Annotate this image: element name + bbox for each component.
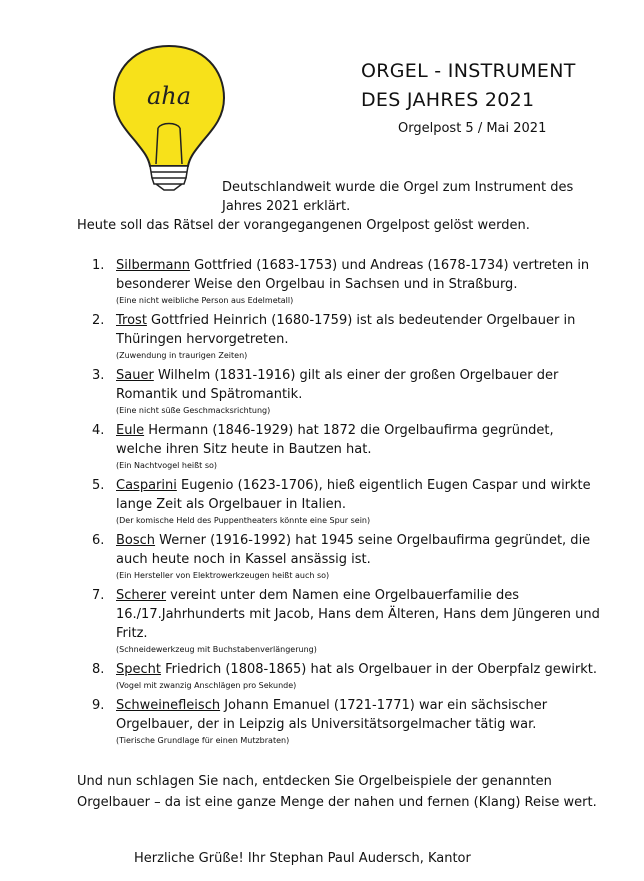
lightbulb-aha-icon (104, 38, 234, 198)
builder-description: Eugenio (1623-1706), hieß eigentlich Eugen Caspar und wirkte lange Zeit als Orgelbauer in Italien. (116, 478, 591, 512)
riddle-hint: (Ein Hersteller von Elektrowerkzeugen heißt auch so) (116, 571, 330, 580)
issue-subtitle: Orgelpost 5 / Mai 2021 (398, 121, 547, 136)
list-item (92, 476, 602, 528)
list-item (92, 366, 602, 418)
riddle-hint: (Zuwendung in traurigen Zeiten) (116, 351, 248, 360)
riddle-hint: (Schneidewerkzeug mit Buchstabenverlängerung) (116, 645, 317, 654)
item-number: 6. (92, 533, 105, 548)
item-number: 9. (92, 698, 105, 713)
riddle-solution-list (92, 256, 602, 751)
riddle-hint: (Vogel mit zwanzig Anschlägen pro Sekunde) (116, 681, 297, 690)
builder-name: Specht (116, 662, 161, 677)
title-line-1: ORGEL - INSTRUMENT (361, 60, 576, 82)
list-item (92, 311, 602, 363)
builder-description: Friedrich (1808-1865) hat als Orgelbauer in der Oberpfalz gewirkt. (161, 662, 598, 677)
item-number: 1. (92, 258, 105, 273)
bulb-base (150, 166, 188, 190)
builder-name: Schweinefleisch (116, 698, 221, 713)
title-line-2: DES JAHRES 2021 (361, 89, 535, 111)
builder-description: Hermann (1846-1929) hat 1872 die Orgelbaufirma gegründet, welche ihren Sitz heute in Bautzen hat. (116, 423, 554, 457)
riddle-hint: (Tierische Grundlage für einen Mutzbraten) (116, 736, 290, 745)
item-number: 5. (92, 478, 105, 493)
item-number: 2. (92, 313, 105, 328)
list-item (92, 660, 602, 693)
builder-name: Eule (116, 423, 145, 438)
builder-description: Gottfried Heinrich (1680-1759) ist als bedeutender Orgelbauer in Thüringen hervorgetreten. (116, 313, 576, 347)
list-item (92, 421, 602, 473)
logo-text: aha (146, 82, 192, 110)
builder-name: Scherer (116, 588, 167, 603)
item-number: 3. (92, 368, 105, 383)
builder-name: Trost (116, 313, 147, 328)
closing-paragraph: Und nun schlagen Sie nach, entdecken Sie Orgelbeispiele der genannten Orgelbauer – da ist eine ganze Menge der nahen und fernen (Klang) Reise wert. (77, 774, 597, 810)
riddle-hint: (Der komische Held des Puppentheaters könnte eine Spur sein) (116, 516, 371, 525)
builder-name: Sauer (116, 368, 154, 383)
list-item (92, 256, 602, 308)
item-number: 4. (92, 423, 105, 438)
intro-riddle-line: Heute soll das Rätsel der vorangegangenen Orgelpost gelöst werden. (77, 218, 530, 233)
builder-description: vereint unter dem Namen eine Orgelbauerfamilie des 16./17.Jahrhunderts mit Jacob, Hans dem Älteren, Hans dem Jüngeren und Fritz. (116, 588, 600, 641)
builder-description: Johann Emanuel (1721-1771) war ein sächsischer Orgelbauer, der in Leipzig als Universitätsorgelmacher tätig war. (116, 698, 548, 732)
builder-description: Werner (1916-1992) hat 1945 seine Orgelbaufirma gegründet, die auch heute noch in Kassel ansässig ist. (116, 533, 591, 567)
list-item (92, 586, 602, 657)
builder-name: Bosch (116, 533, 156, 548)
builder-description: Gottfried (1683-1753) und Andreas (1678-1734) vertreten in besonderer Weise den Orgelbau in Sachsen und in Straßburg. (116, 258, 590, 292)
page-title (361, 57, 576, 115)
riddle-hint: (Eine nicht süße Geschmacksrichtung) (116, 406, 271, 415)
item-number: 8. (92, 662, 105, 677)
intro-paragraph: Deutschlandweit wurde die Orgel zum Instrument des Jahres 2021 erklärt. (222, 180, 574, 214)
item-number: 7. (92, 588, 105, 603)
list-item (92, 531, 602, 583)
builder-name: Casparini (116, 478, 177, 493)
builder-name: Silbermann (116, 258, 190, 273)
builder-description: Wilhelm (1831-1916) gilt als einer der großen Orgelbauer der Romantik und Spätromantik. (116, 368, 559, 402)
signature-greeting: Herzliche Grüße! Ihr Stephan Paul Audersch, Kantor (134, 851, 471, 866)
riddle-hint: (Ein Nachtvogel heißt so) (116, 461, 218, 470)
list-item (92, 696, 602, 748)
riddle-hint: (Eine nicht weibliche Person aus Edelmetall) (116, 296, 294, 305)
